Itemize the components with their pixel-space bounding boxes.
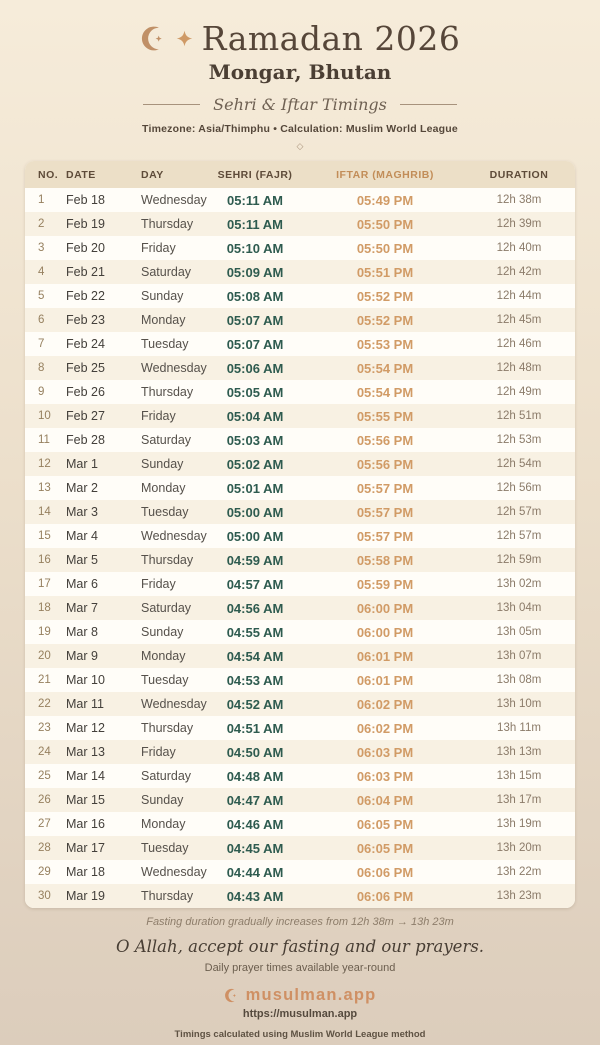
cell-sehri: 04:51 AM <box>226 720 284 736</box>
cell-sehri: 04:59 AM <box>226 552 284 568</box>
cell-sehri: 05:00 AM <box>226 528 284 544</box>
table-row <box>25 476 575 500</box>
table-row <box>25 260 575 284</box>
cell-day: Monday <box>141 817 186 831</box>
cell-day: Tuesday <box>141 505 189 519</box>
cell-day: Saturday <box>141 769 192 783</box>
cell-duration: 12h 39m <box>496 218 542 230</box>
calculation-method-note: Timings calculated using Muslim World League method <box>174 1029 426 1040</box>
table-row <box>25 356 575 380</box>
cell-duration: 13h 04m <box>496 602 542 614</box>
table-row <box>25 332 575 356</box>
cell-duration: 12h 56m <box>496 482 542 494</box>
cell-no: 25 <box>38 770 51 782</box>
cell-duration: 13h 19m <box>496 818 542 830</box>
cell-sehri: 05:06 AM <box>226 360 284 376</box>
cell-day: Thursday <box>141 889 194 903</box>
cell-duration: 12h 38m <box>496 194 542 206</box>
cell-iftar: 06:06 PM <box>356 864 414 880</box>
cell-no: 7 <box>38 338 45 350</box>
cell-iftar: 06:05 PM <box>356 816 414 832</box>
cell-day: Sunday <box>141 457 184 471</box>
cell-no: 2 <box>38 218 45 230</box>
cell-no: 15 <box>38 530 51 542</box>
cell-iftar: 06:03 PM <box>356 744 414 760</box>
cell-date: Mar 12 <box>66 721 105 735</box>
cell-sehri: 04:54 AM <box>226 648 284 664</box>
column-header-iftar: IFTAR (MAGHRIB) <box>295 161 475 188</box>
cell-duration: 13h 02m <box>496 578 542 590</box>
cell-duration: 12h 54m <box>496 458 542 470</box>
cell-date: Mar 18 <box>66 865 105 879</box>
cell-duration: 12h 59m <box>496 554 542 566</box>
cell-sehri: 05:01 AM <box>226 480 284 496</box>
cell-day: Tuesday <box>141 337 189 351</box>
cell-date: Mar 16 <box>66 817 105 831</box>
table-row <box>25 572 575 596</box>
cell-sehri: 04:45 AM <box>226 840 284 856</box>
cell-day: Saturday <box>141 265 192 279</box>
cell-sehri: 05:10 AM <box>226 240 284 256</box>
cell-duration: 13h 05m <box>496 626 542 638</box>
cell-duration: 12h 48m <box>496 362 542 374</box>
table-row <box>25 764 575 788</box>
cell-day: Sunday <box>141 793 184 807</box>
cell-day: Thursday <box>141 385 194 399</box>
cell-no: 22 <box>38 698 51 710</box>
availability-note: Daily prayer times available year-round <box>204 962 396 974</box>
cell-no: 26 <box>38 794 51 806</box>
table-row <box>25 188 575 212</box>
timezone-calculation-meta: Timezone: Asia/Thimphu • Calculation: Muslim World League <box>142 123 458 135</box>
cell-iftar: 06:02 PM <box>356 696 414 712</box>
diamond-ornament: ◇ <box>296 141 304 151</box>
cell-date: Feb 24 <box>66 337 105 351</box>
cell-no: 1 <box>38 194 45 206</box>
table-row <box>25 668 575 692</box>
table-row <box>25 596 575 620</box>
column-header-duration: DURATION <box>475 161 575 188</box>
cell-duration: 13h 22m <box>496 866 542 878</box>
cell-iftar: 05:50 PM <box>356 240 414 256</box>
cell-date: Mar 6 <box>66 577 98 591</box>
table-row <box>25 788 575 812</box>
column-header-day: DAY <box>140 161 215 188</box>
cell-date: Mar 10 <box>66 673 105 687</box>
cell-date: Feb 26 <box>66 385 105 399</box>
cell-no: 6 <box>38 314 45 326</box>
subtitle: Sehri & Iftar Timings <box>213 95 387 114</box>
duration-trend-note: Fasting duration gradually increases from 12h 38m → 13h 23m <box>146 916 454 928</box>
cell-duration: 12h 51m <box>496 410 542 422</box>
cell-no: 17 <box>38 578 51 590</box>
cell-day: Sunday <box>141 625 184 639</box>
column-header-no: NO. <box>25 161 65 188</box>
cell-date: Mar 17 <box>66 841 105 855</box>
page-title: Ramadan 2026 <box>201 18 461 58</box>
crescent-moon-icon <box>140 25 167 52</box>
table-row <box>25 812 575 836</box>
cell-iftar: 06:01 PM <box>356 672 414 688</box>
table-row <box>25 308 575 332</box>
cell-duration: 13h 15m <box>496 770 542 782</box>
cell-no: 11 <box>38 434 50 446</box>
cell-iftar: 05:49 PM <box>356 192 414 208</box>
cell-day: Monday <box>141 649 186 663</box>
cell-no: 13 <box>38 482 51 494</box>
timings-table <box>25 161 575 908</box>
cell-iftar: 05:51 PM <box>356 264 414 280</box>
location-title: Mongar, Bhutan <box>208 60 392 84</box>
table-row <box>25 884 575 908</box>
timings-card <box>25 161 575 908</box>
cell-iftar: 05:55 PM <box>356 408 414 424</box>
cell-sehri: 04:47 AM <box>226 792 284 808</box>
cell-day: Friday <box>141 241 176 255</box>
table-row <box>25 740 575 764</box>
cell-date: Feb 18 <box>66 193 105 207</box>
cell-duration: 12h 44m <box>496 290 542 302</box>
cell-iftar: 06:03 PM <box>356 768 414 784</box>
table-row <box>25 380 575 404</box>
cell-sehri: 05:09 AM <box>226 264 284 280</box>
cell-iftar: 06:05 PM <box>356 840 414 856</box>
cell-sehri: 04:57 AM <box>226 576 284 592</box>
cell-no: 14 <box>38 506 51 518</box>
page-header <box>0 0 600 151</box>
cell-no: 4 <box>38 266 45 278</box>
cell-day: Friday <box>141 409 176 423</box>
cell-iftar: 05:54 PM <box>356 360 414 376</box>
cell-date: Feb 22 <box>66 289 105 303</box>
cell-no: 21 <box>38 674 51 686</box>
timings-body <box>25 188 575 908</box>
cell-sehri: 05:03 AM <box>226 432 284 448</box>
cell-iftar: 05:52 PM <box>356 312 414 328</box>
cell-no: 20 <box>38 650 51 662</box>
cell-no: 12 <box>38 458 51 470</box>
cell-duration: 13h 20m <box>496 842 542 854</box>
cell-iftar: 06:00 PM <box>356 600 414 616</box>
brand-url: https://musulman.app <box>242 1008 358 1020</box>
table-row <box>25 500 575 524</box>
cell-sehri: 05:07 AM <box>226 312 284 328</box>
cell-day: Thursday <box>141 217 194 231</box>
cell-iftar: 05:52 PM <box>356 288 414 304</box>
cell-date: Feb 23 <box>66 313 105 327</box>
table-row <box>25 524 575 548</box>
cell-no: 8 <box>38 362 45 374</box>
cell-no: 19 <box>38 626 51 638</box>
brand-name: musulman.app <box>245 986 377 1004</box>
cell-date: Feb 19 <box>66 217 105 231</box>
brand-crescent-icon <box>224 988 239 1003</box>
cell-date: Mar 3 <box>66 505 98 519</box>
cell-date: Feb 28 <box>66 433 105 447</box>
cell-date: Mar 7 <box>66 601 98 615</box>
cell-no: 16 <box>38 554 51 566</box>
cell-sehri: 05:08 AM <box>226 288 284 304</box>
cell-duration: 12h 49m <box>496 386 542 398</box>
cell-day: Wednesday <box>141 361 207 375</box>
cell-iftar: 05:58 PM <box>356 552 414 568</box>
cell-day: Monday <box>141 313 186 327</box>
cell-sehri: 05:00 AM <box>226 504 284 520</box>
cell-sehri: 04:55 AM <box>226 624 284 640</box>
cell-date: Feb 20 <box>66 241 105 255</box>
cell-sehri: 05:11 AM <box>227 192 283 208</box>
divider-left <box>143 104 200 105</box>
cell-iftar: 05:56 PM <box>356 432 414 448</box>
cell-day: Wednesday <box>141 529 207 543</box>
cell-date: Feb 25 <box>66 361 105 375</box>
cell-no: 9 <box>38 386 45 398</box>
title-row <box>0 17 600 59</box>
cell-iftar: 05:57 PM <box>356 504 414 520</box>
cell-date: Mar 5 <box>66 553 98 567</box>
table-row <box>25 236 575 260</box>
divider-right <box>400 104 457 105</box>
cell-iftar: 05:57 PM <box>356 480 414 496</box>
cell-day: Saturday <box>141 433 192 447</box>
cell-sehri: 04:43 AM <box>226 888 284 904</box>
cell-iftar: 05:50 PM <box>356 216 414 232</box>
table-row <box>25 452 575 476</box>
cell-duration: 12h 45m <box>496 314 542 326</box>
cell-day: Thursday <box>141 721 194 735</box>
table-row <box>25 212 575 236</box>
cell-duration: 13h 23m <box>496 890 542 902</box>
cell-sehri: 04:46 AM <box>226 816 284 832</box>
cell-duration: 13h 17m <box>496 794 542 806</box>
table-row <box>25 548 575 572</box>
cell-duration: 13h 07m <box>496 650 542 662</box>
cell-no: 10 <box>38 410 51 422</box>
cell-date: Mar 9 <box>66 649 98 663</box>
table-header <box>25 161 575 188</box>
cell-duration: 12h 57m <box>496 506 542 518</box>
cell-sehri: 05:05 AM <box>226 384 284 400</box>
cell-day: Wednesday <box>141 697 207 711</box>
cell-day: Saturday <box>141 601 192 615</box>
cell-iftar: 05:57 PM <box>356 528 414 544</box>
table-row <box>25 860 575 884</box>
cell-no: 28 <box>38 842 51 854</box>
dua-text: O Allah, accept our fasting and our prayers. <box>115 937 485 956</box>
subtitle-row <box>0 95 600 114</box>
cell-day: Sunday <box>141 289 184 303</box>
cell-sehri: 04:44 AM <box>226 864 284 880</box>
cell-iftar: 06:02 PM <box>356 720 414 736</box>
cell-iftar: 06:01 PM <box>356 648 414 664</box>
cell-iftar: 05:56 PM <box>356 456 414 472</box>
table-row <box>25 692 575 716</box>
cell-iftar: 06:04 PM <box>356 792 414 808</box>
column-header-sehri: SEHRI (FAJR) <box>215 161 295 188</box>
cell-date: Mar 8 <box>66 625 98 639</box>
table-row <box>25 284 575 308</box>
cell-day: Wednesday <box>141 865 207 879</box>
cell-duration: 12h 53m <box>496 434 542 446</box>
table-row <box>25 428 575 452</box>
cell-duration: 13h 08m <box>496 674 542 686</box>
cell-date: Mar 19 <box>66 889 105 903</box>
cell-duration: 13h 10m <box>496 698 542 710</box>
cell-sehri: 05:07 AM <box>226 336 284 352</box>
cell-day: Wednesday <box>141 193 207 207</box>
cell-day: Thursday <box>141 553 194 567</box>
cell-sehri: 04:52 AM <box>226 696 284 712</box>
cell-date: Mar 1 <box>66 457 98 471</box>
cell-date: Feb 21 <box>66 265 105 279</box>
table-row <box>25 404 575 428</box>
cell-sehri: 05:04 AM <box>226 408 284 424</box>
cell-no: 23 <box>38 722 51 734</box>
cell-sehri: 04:50 AM <box>226 744 284 760</box>
cell-date: Feb 27 <box>66 409 105 423</box>
table-row <box>25 716 575 740</box>
sparkle-icon <box>176 30 193 47</box>
cell-no: 27 <box>38 818 51 830</box>
cell-sehri: 05:11 AM <box>227 216 283 232</box>
cell-duration: 13h 11m <box>497 722 541 734</box>
cell-iftar: 06:00 PM <box>356 624 414 640</box>
cell-day: Tuesday <box>141 673 189 687</box>
column-header-date: DATE <box>65 161 140 188</box>
cell-duration: 12h 40m <box>496 242 542 254</box>
cell-no: 5 <box>38 290 45 302</box>
cell-sehri: 04:56 AM <box>226 600 284 616</box>
cell-iftar: 05:53 PM <box>356 336 414 352</box>
cell-no: 30 <box>38 890 51 902</box>
cell-day: Tuesday <box>141 841 189 855</box>
cell-date: Mar 13 <box>66 745 105 759</box>
cell-date: Mar 11 <box>66 697 104 711</box>
cell-date: Mar 4 <box>66 529 98 543</box>
cell-date: Mar 2 <box>66 481 98 495</box>
brand-row <box>0 986 600 1005</box>
table-row <box>25 836 575 860</box>
cell-duration: 13h 13m <box>496 746 542 758</box>
table-row <box>25 620 575 644</box>
cell-iftar: 05:59 PM <box>356 576 414 592</box>
cell-day: Monday <box>141 481 186 495</box>
page-footer <box>0 916 600 1040</box>
cell-duration: 12h 46m <box>496 338 542 350</box>
table-row <box>25 644 575 668</box>
cell-day: Friday <box>141 745 176 759</box>
cell-iftar: 06:06 PM <box>356 888 414 904</box>
cell-iftar: 05:54 PM <box>356 384 414 400</box>
cell-day: Friday <box>141 577 176 591</box>
cell-sehri: 04:48 AM <box>226 768 284 784</box>
cell-date: Mar 14 <box>66 769 105 783</box>
cell-no: 18 <box>38 602 51 614</box>
cell-duration: 12h 42m <box>496 266 542 278</box>
cell-date: Mar 15 <box>66 793 105 807</box>
cell-sehri: 05:02 AM <box>226 456 284 472</box>
cell-no: 3 <box>38 242 45 254</box>
cell-no: 29 <box>38 866 51 878</box>
cell-sehri: 04:53 AM <box>226 672 284 688</box>
cell-no: 24 <box>38 746 51 758</box>
cell-duration: 12h 57m <box>496 530 542 542</box>
